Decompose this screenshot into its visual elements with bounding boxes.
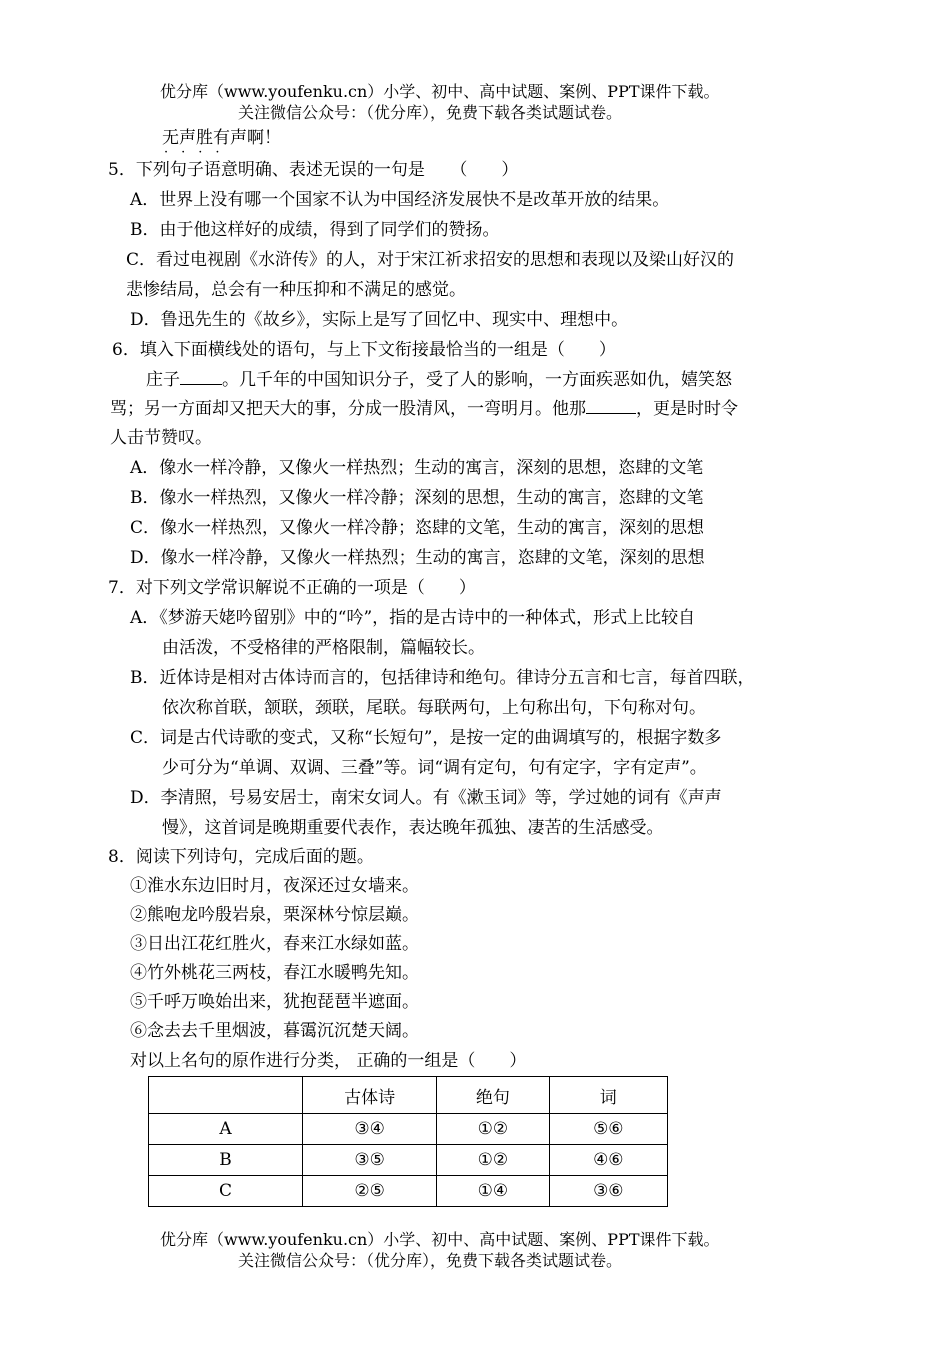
table-row [149, 1114, 668, 1145]
q6-option-b: B．像水一样热烈，又像火一样冷静；深刻的思想，生动的寓言，恣肆的文笔 [130, 488, 704, 508]
q8-poem-line: ②熊咆龙吟殷岩泉，栗深林兮惊层巅。 [130, 905, 419, 925]
q8-stem: 8．阅读下列诗句，完成后面的题。 [108, 847, 374, 867]
table-header-cell: 古体诗 [302, 1077, 436, 1114]
table-cell: A [149, 1114, 303, 1145]
q5-option-a: A．世界上没有哪一个国家不认为中国经济发展快不是改革开放的结果。 [130, 190, 670, 210]
table-header-cell: 绝句 [437, 1077, 549, 1114]
q5-option-c-line1: C．看过电视剧《水浒传》的人，对于宋江祈求招安的思想和表现以及梁山好汉的 [126, 250, 735, 270]
table-cell: ④⑥ [549, 1145, 667, 1176]
q8-poem-line: ④竹外桃花三两枝，春江水暖鸭先知。 [130, 963, 419, 983]
q7-option-b-line1: B．近体诗是相对古体诗而言的，包括律诗和绝句。律诗分五言和七言，每首四联， [130, 668, 755, 688]
q6-option-d: D．像水一样冷静，又像火一样热烈；生动的寓言，恣肆的文笔，深刻的思想 [130, 548, 705, 568]
q6-blank-2 [586, 397, 636, 414]
q8-poem-line: ③日出江花红胜火，春来江水绿如蓝。 [130, 934, 419, 954]
table-cell: ③⑥ [549, 1176, 667, 1207]
q7-option-d-line1: D．李清照，号易安居士，南宋女词人。有《漱玉词》等，学过她的词有《声声 [130, 788, 722, 808]
table-cell: ①④ [437, 1176, 549, 1207]
header-line-1: 优分库（www.youfenku.cn）小学、初中、高中试题、案例、PPT课件下载。 [160, 82, 720, 101]
q7-option-c-line2: 少可分为“单调、双调、三叠”等。词“调有定句，句有定字，字有定声”。 [162, 758, 707, 778]
classification-table [148, 1076, 668, 1207]
q5-option-d: D．鲁迅先生的《故乡》，实际上是写了回忆中、现实中、理想中。 [130, 310, 629, 330]
q8-poem-line: ⑥念去去千里烟波，暮霭沉沉楚天阔。 [130, 1021, 419, 1041]
footer-line-2: 关注微信公众号：（优分库），免费下载各类试题试卷。 [238, 1251, 623, 1270]
table-cell: ①② [437, 1114, 549, 1145]
table-cell: C [149, 1176, 303, 1207]
carry-over-text: 无声胜有声啊！ [162, 128, 281, 148]
q6-p2-before: 骂；另一方面却又把天大的事，分成一股清风，一弯明月。他那 [110, 399, 586, 419]
table-header-cell: 词 [549, 1077, 667, 1114]
table-cell: ⑤⑥ [549, 1114, 667, 1145]
table-header-row [149, 1077, 668, 1114]
table-cell: ①② [437, 1145, 549, 1176]
header-line-2: 关注微信公众号：（优分库），免费下载各类试题试卷。 [238, 103, 623, 122]
q6-blank-1 [180, 368, 222, 385]
q6-passage-line1 [146, 368, 732, 392]
q8-poem-line: ⑤千呼万唤始出来，犹抱琵琶半遮面。 [130, 992, 419, 1012]
q7-option-d-line2: 慢》，这首词是晚期重要代表作，表达晚年孤独、凄苦的生活感受。 [162, 818, 664, 838]
footer-line-1: 优分库（www.youfenku.cn）小学、初中、高中试题、案例、PPT课件下载。 [160, 1230, 720, 1249]
table-cell: B [149, 1145, 303, 1176]
emphasis-dots: ···· [164, 145, 233, 160]
q7-option-c-line1: C．词是古代诗歌的变式，又称“长短句”，是按一定的曲调填写的，根据字数多 [130, 728, 722, 748]
q7-stem: 7．对下列文学常识解说不正确的一项是（ ） [108, 578, 476, 598]
q5-option-c-line2: 悲惨结局，总会有一种压抑和不满足的感觉。 [126, 280, 466, 300]
table-row [149, 1176, 668, 1207]
q7-option-a-line2: 由活泼，不受格律的严格限制，篇幅较长。 [162, 638, 485, 658]
q6-passage-line2 [110, 397, 738, 421]
q6-p2-after: ，更是时时令 [636, 399, 738, 419]
q6-passage-line3: 人击节赞叹。 [110, 428, 212, 448]
table-cell: ③④ [302, 1114, 436, 1145]
q5-stem: 5．下列句子语意明确、表述无误的一句是 （ ） [108, 160, 519, 180]
q8-poem-line: ①淮水东边旧时月，夜深还过女墙来。 [130, 876, 419, 896]
q8-ask: 对以上名句的原作进行分类， 正确的一组是（ ） [130, 1051, 527, 1071]
q5-option-b: B．由于他这样好的成绩，得到了同学们的赞扬。 [130, 220, 500, 240]
q6-p1-before: 庄子 [146, 370, 180, 390]
table-header-cell [149, 1077, 303, 1114]
q6-p1-after: 。几千年的中国知识分子，受了人的影响，一方面疾恶如仇，嬉笑怒 [222, 370, 732, 390]
q7-option-a-line1: A．《梦游天姥吟留别》中的“吟”，指的是古诗中的一种体式，形式上比较自 [130, 608, 696, 628]
q6-option-c: C．像水一样热烈，又像火一样冷静；恣肆的文笔，生动的寓言，深刻的思想 [130, 518, 705, 538]
q6-option-a: A．像水一样冷静，又像火一样热烈；生动的寓言，深刻的思想，恣肆的文笔 [130, 458, 704, 478]
q7-option-b-line2: 依次称首联，颔联，颈联，尾联。每联两句，上句称出句，下句称对句。 [162, 698, 706, 718]
q6-stem: 6．填入下面横线处的语句，与上下文衔接最恰当的一组是（ ） [112, 340, 616, 360]
table-cell: ③⑤ [302, 1145, 436, 1176]
table-cell: ②⑤ [302, 1176, 436, 1207]
table-row [149, 1145, 668, 1176]
